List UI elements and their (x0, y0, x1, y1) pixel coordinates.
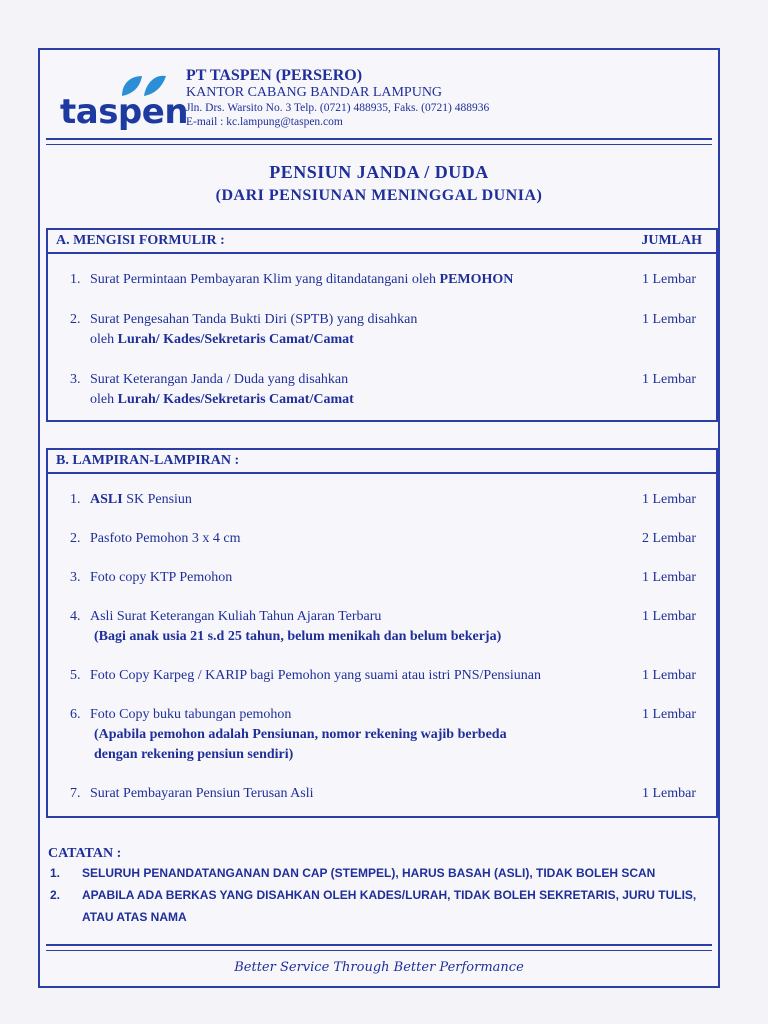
item-text (90, 607, 630, 647)
item-number: 5. (70, 668, 81, 683)
item-qty: 2 Lembar (641, 531, 696, 546)
item-text (90, 490, 630, 510)
item-text-main: Asli Surat Keterangan Kuliah Tahun Ajaran Terbaru (90, 609, 382, 624)
note-text-line2: ATAU ATAS NAMA (82, 910, 187, 924)
item-text (90, 705, 630, 765)
item-number: 2. (70, 312, 81, 327)
item-qty: 1 Lembar (641, 707, 696, 722)
item-text-line2-bold: Lurah/ Kades/Sekretaris Camat/Camat (117, 332, 354, 347)
item-text (90, 370, 630, 410)
item-text-main: Foto Copy buku tabungan pemohon (90, 707, 292, 722)
header-divider (46, 138, 712, 145)
footer-slogan: Better Service Through Better Performance (234, 960, 524, 975)
item-text-main: Surat Pengesahan Tanda Bukti Diri (SPTB) yang disahkan (90, 312, 418, 327)
item-number: 1. (70, 272, 81, 287)
item-note: (Bagi anak usia 21 s.d 25 tahun, belum menikah dan belum bekerja) (94, 629, 502, 644)
item-text-bold: PEMOHON (439, 272, 514, 287)
note-text: SELURUH PENANDATANGANAN DAN CAP (STEMPEL), HARUS BASAH (ASLI), TIDAK BOLEH SCAN (82, 866, 656, 880)
item-text (90, 270, 630, 290)
document-frame (38, 48, 720, 988)
jumlah-heading: JUMLAH (641, 233, 702, 248)
footer-divider (46, 944, 712, 951)
item-text-main: SK Pensiun (122, 492, 192, 507)
note-number: 1. (50, 866, 61, 880)
item-text-line2-pre: oleh (90, 332, 118, 347)
item-note-line2: dengan rekening pensiun sendiri) (94, 747, 294, 762)
item-number: 1. (70, 492, 81, 507)
item-text-main: Surat Keterangan Janda / Duda yang disahkan (90, 372, 349, 387)
item-qty: 1 Lembar (641, 492, 696, 507)
page-subtitle: (DARI PENSIUNAN MENINGGAL DUNIA) (215, 187, 543, 204)
item-qty: 1 Lembar (641, 372, 696, 387)
item-qty: 1 Lembar (641, 609, 696, 624)
item-text: Foto copy KTP Pemohon (90, 570, 233, 585)
section-b-title: B. LAMPIRAN-LAMPIRAN : (56, 453, 240, 468)
item-qty: 1 Lembar (641, 786, 696, 801)
section-b-box (46, 448, 718, 818)
item-note: (Apabila pemohon adalah Pensiunan, nomor rekening wajib berbeda (94, 727, 507, 742)
section-a-box (46, 228, 718, 422)
note-item (50, 862, 710, 884)
item-text: Surat Pembayaran Pensiun Terusan Asli (90, 786, 314, 801)
item-text: Pasfoto Pemohon 3 x 4 cm (90, 531, 241, 546)
item-number: 2. (70, 531, 81, 546)
email: E-mail : kc.lampung@taspen.com (186, 115, 343, 128)
page-title: PENSIUN JANDA / DUDA (269, 162, 489, 182)
item-qty: 1 Lembar (641, 272, 696, 287)
item-text (90, 310, 630, 350)
section-a-heading (48, 230, 716, 254)
item-number: 3. (70, 372, 81, 387)
item-qty: 1 Lembar (641, 668, 696, 683)
note-number: 2. (50, 888, 61, 902)
taspen-logo (60, 70, 189, 132)
logo-wordmark: taspen (60, 92, 189, 132)
address: Jln. Drs. Warsito No. 3 Telp. (0721) 488935, Faks. (0721) 488936 (186, 101, 490, 114)
item-text: Foto Copy Karpeg / KARIP bagi Pemohon yang suami atau istri PNS/Pensiunan (90, 668, 541, 683)
item-text-bold: ASLI (90, 492, 123, 507)
item-text-line2-bold: Lurah/ Kades/Sekretaris Camat/Camat (117, 392, 354, 407)
item-number: 4. (70, 609, 81, 624)
company-name: PT TASPEN (PERSERO) (186, 67, 363, 84)
note-text (82, 884, 702, 928)
item-qty: 1 Lembar (641, 312, 696, 327)
company-info (186, 66, 489, 130)
item-number: 6. (70, 707, 81, 722)
note-item (50, 884, 710, 928)
branch-name: KANTOR CABANG BANDAR LAMPUNG (186, 85, 443, 101)
item-number: 7. (70, 786, 81, 801)
catatan-heading: CATATAN : (48, 846, 122, 861)
section-a-title: A. MENGISI FORMULIR : (56, 233, 225, 248)
item-text-line2-pre: oleh (90, 392, 118, 407)
note-text-line1: APABILA ADA BERKAS YANG DISAHKAN OLEH KADES/LURAH, TIDAK BOLEH SEKRETARIS, JURU TULIS, (82, 888, 697, 902)
item-qty: 1 Lembar (641, 570, 696, 585)
item-number: 3. (70, 570, 81, 585)
item-text-main: Surat Permintaan Pembayaran Klim yang ditandatangani oleh (90, 272, 440, 287)
section-b-heading (48, 450, 716, 474)
